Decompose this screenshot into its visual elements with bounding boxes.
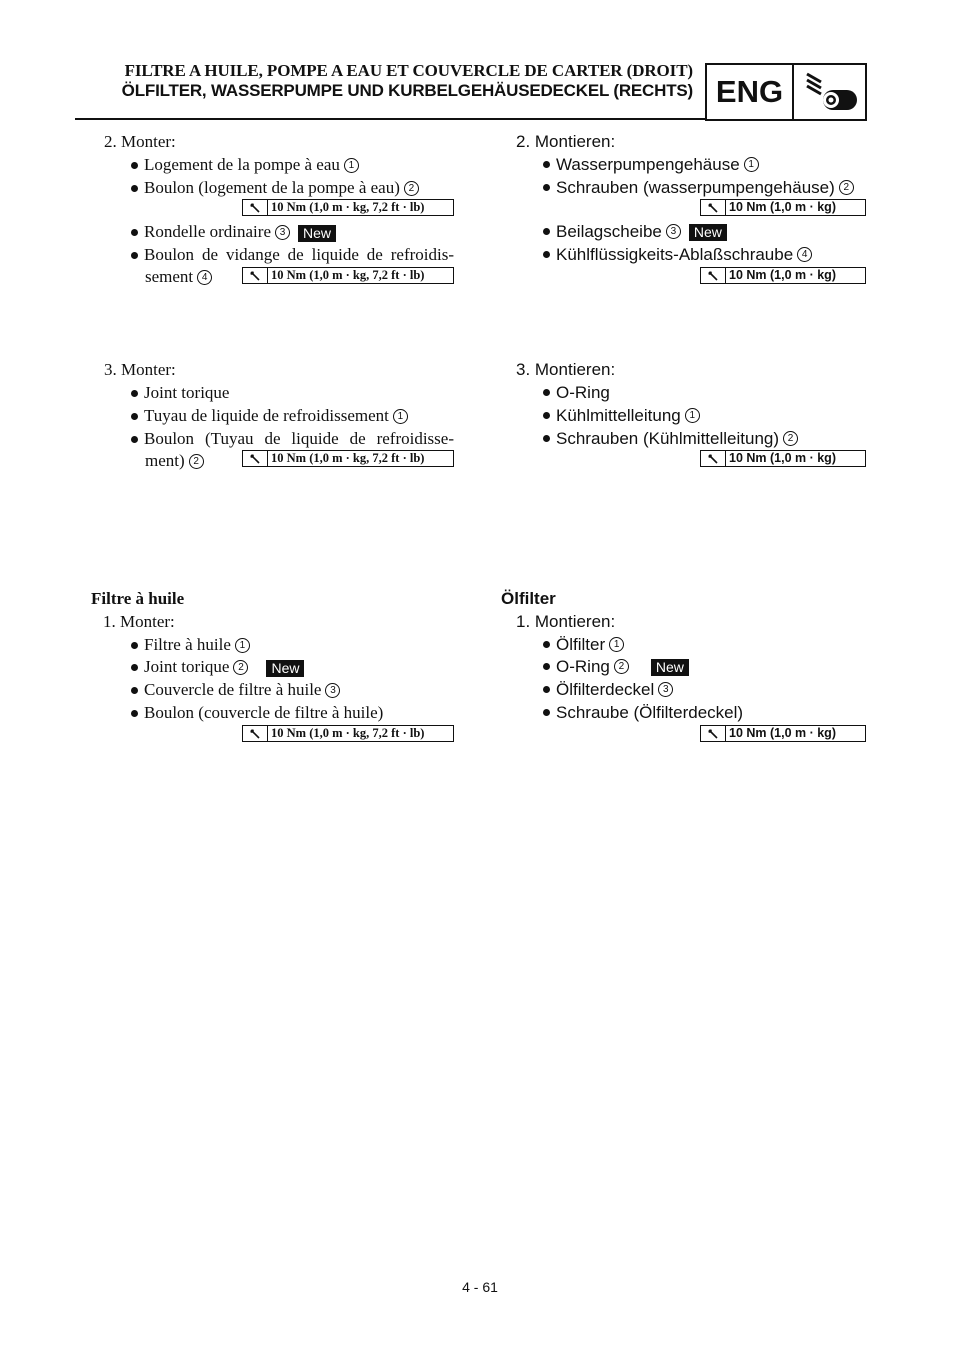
fr-s2-title: 2. Monter:: [104, 132, 176, 151]
torque-value: 10 Nm (1,0 m · kg, 7,2 ft · lb): [271, 268, 425, 282]
item-text: Rondelle ordinaire: [144, 222, 271, 241]
bullet-icon: [131, 687, 138, 694]
ref-number: 1: [685, 408, 700, 423]
bullet-icon: [131, 390, 138, 397]
fr-of-item-3: [131, 680, 340, 700]
fr-s2-item-2: [131, 178, 419, 198]
item-text: Joint torique: [144, 657, 230, 676]
bullet-icon: [543, 686, 550, 693]
de-s2-item-4: [543, 245, 812, 265]
bullet-icon: [543, 161, 550, 168]
ref-number: 4: [197, 270, 212, 285]
de-s3-title: 3. Montieren:: [516, 360, 616, 379]
bullet-icon: [131, 642, 138, 649]
fr-s3-torque: [242, 450, 454, 467]
fr-s2-item-4: [131, 245, 454, 265]
item-text: Tuyau de liquide de refroidissement: [144, 406, 389, 425]
torque-wrench-icon: [701, 726, 726, 741]
torque-wrench-icon: [701, 268, 726, 283]
de-s2-item-3: [543, 222, 727, 242]
ref-number: 3: [325, 683, 340, 698]
item-text: Logement de la pompe à eau: [144, 155, 340, 174]
de-s2-torque-2: [700, 267, 866, 284]
de-of-title: 1. Montieren:: [516, 612, 616, 631]
ref-number: 2: [783, 431, 798, 446]
new-badge: New: [266, 660, 304, 677]
fr-of-item-1: [131, 635, 250, 655]
header-title-de: ÖLFILTER, WASSERPUMPE UND KURBELGEHÄUSEDECKEL (RECHTS): [121, 81, 693, 100]
ref-number: 2: [404, 181, 419, 196]
bullet-icon: [131, 162, 138, 169]
torque-value: 10 Nm (1,0 m · kg): [729, 200, 836, 214]
item-text: Schraube (Ölfilterdeckel): [556, 703, 744, 722]
de-s3-item-1: [543, 383, 610, 403]
bullet-icon: [543, 251, 550, 258]
fr-s2-item-3: [131, 222, 336, 242]
fr-oil-filter-heading: Filtre à huile: [91, 589, 185, 608]
torque-value: 10 Nm (1,0 m · kg, 7,2 ft · lb): [271, 200, 425, 214]
ref-number: 2: [233, 660, 248, 675]
ref-number: 3: [275, 225, 290, 240]
new-badge: New: [651, 659, 689, 676]
de-s3-item-2: [543, 406, 700, 426]
bullet-icon: [543, 184, 550, 191]
header-title-fr: FILTRE A HUILE, POMPE A EAU ET COUVERCLE DE CARTER (DROIT): [124, 61, 693, 80]
bullet-icon: [131, 229, 138, 236]
torque-value: 10 Nm (1,0 m · kg, 7,2 ft · lb): [271, 726, 425, 740]
torque-wrench-icon: [243, 268, 268, 283]
item-text: Ölfilter: [556, 635, 606, 654]
fr-of-torque: [242, 725, 454, 742]
fr-s2-item-4-cont: [145, 267, 212, 287]
new-badge: New: [298, 225, 336, 242]
ref-number: 2: [839, 180, 854, 195]
item-text: Kühlmittelleitung: [556, 406, 681, 425]
de-of-item-2: [543, 657, 689, 677]
fr-of-item-4: [131, 703, 383, 723]
item-text: Boulon (couvercle de filtre à huile): [144, 703, 384, 722]
bullet-icon: [131, 252, 138, 259]
item-text: sement: [145, 267, 194, 286]
fr-s3-item-2: [131, 406, 408, 426]
torque-wrench-icon: [243, 200, 268, 215]
de-s2-torque-1: [700, 199, 866, 216]
ref-number: 1: [235, 638, 250, 653]
torque-value: 10 Nm (1,0 m · kg, 7,2 ft · lb): [271, 451, 425, 465]
bullet-icon: [543, 663, 550, 670]
de-of-torque: [700, 725, 866, 742]
bullet-icon: [543, 228, 550, 235]
new-badge: New: [689, 224, 727, 241]
bullet-icon: [131, 710, 138, 717]
bullet-icon: [543, 641, 550, 648]
de-of-item-1: [543, 635, 624, 655]
bullet-icon: [131, 413, 138, 420]
section-tag: ENG: [707, 65, 794, 119]
de-s2-item-2: [543, 178, 854, 198]
fr-s2-item-1: [131, 155, 359, 175]
header-rule: [75, 118, 705, 120]
de-s3-torque: [700, 450, 866, 467]
item-text: O-Ring: [556, 383, 610, 402]
bullet-icon: [543, 389, 550, 396]
ref-number: 4: [797, 247, 812, 262]
ref-number: 3: [666, 224, 681, 239]
torque-wrench-icon: [243, 451, 268, 466]
de-s2-title: 2. Montieren:: [516, 132, 616, 151]
ref-number: 1: [393, 409, 408, 424]
item-text: Joint torique: [144, 383, 230, 402]
de-of-item-3: [543, 680, 673, 700]
page-number: 4 - 61: [462, 1279, 498, 1295]
item-text: Boulon de vidange de liquide de refroidis-: [144, 245, 454, 264]
engine-icon: [794, 65, 865, 119]
de-s3-item-3: [543, 429, 798, 449]
bullet-icon: [131, 185, 138, 192]
torque-value: 10 Nm (1,0 m · kg): [729, 451, 836, 465]
item-text: ment): [145, 451, 185, 470]
item-text: Schrauben (wasserpumpengehäuse): [556, 178, 835, 197]
ref-number: 2: [614, 659, 629, 674]
bullet-icon: [131, 436, 138, 443]
bullet-icon: [131, 664, 138, 671]
ref-number: 2: [189, 454, 204, 469]
fr-s3-item-3-cont: [145, 451, 204, 471]
torque-wrench-icon: [243, 726, 268, 741]
item-text: Kühlflüssigkeits-Ablaßschraube: [556, 245, 794, 264]
fr-s3-title: 3. Monter:: [104, 360, 176, 379]
torque-value: 10 Nm (1,0 m · kg): [729, 268, 836, 282]
torque-wrench-icon: [701, 451, 726, 466]
fr-of-item-2: [131, 657, 304, 677]
item-text: Couvercle de filtre à huile: [144, 680, 322, 699]
item-text: Boulon (Tuyau de liquide de refroidisse-: [144, 429, 454, 448]
fr-s3-item-3: [131, 429, 454, 449]
item-text: O-Ring: [556, 657, 610, 676]
ref-number: 1: [609, 637, 624, 652]
fr-s2-torque-1: [242, 199, 454, 216]
ref-number: 1: [344, 158, 359, 173]
de-oil-filter-heading: Ölfilter: [501, 589, 556, 608]
fr-s3-item-1: [131, 383, 229, 403]
ref-number: 1: [744, 157, 759, 172]
de-s2-item-1: [543, 155, 759, 175]
torque-wrench-icon: [701, 200, 726, 215]
ref-number: 3: [658, 682, 673, 697]
item-text: Ölfilterdeckel: [556, 680, 655, 699]
item-text: Schrauben (Kühlmittelleitung): [556, 429, 780, 448]
fr-s2-torque-2: [242, 267, 454, 284]
bullet-icon: [543, 435, 550, 442]
section-tag-box: [705, 63, 867, 121]
item-text: Filtre à huile: [144, 635, 231, 654]
bullet-icon: [543, 412, 550, 419]
bullet-icon: [543, 709, 550, 716]
item-text: Beilagscheibe: [556, 222, 662, 241]
fr-of-title: 1. Monter:: [103, 612, 175, 631]
item-text: Boulon (logement de la pompe à eau): [144, 178, 400, 197]
item-text: Wasserpumpengehäuse: [556, 155, 740, 174]
torque-value: 10 Nm (1,0 m · kg): [729, 726, 836, 740]
de-of-item-4: [543, 703, 743, 723]
